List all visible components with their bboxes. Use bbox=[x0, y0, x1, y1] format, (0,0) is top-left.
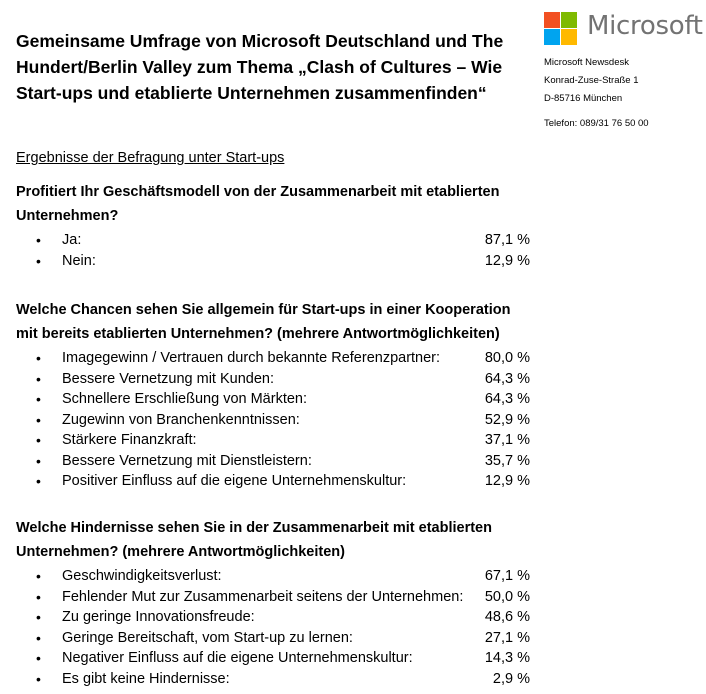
answer-value: 27,1 % bbox=[484, 629, 530, 646]
answer-label: Stärkere Finanzkraft: bbox=[62, 432, 197, 448]
microsoft-wordmark: Microsoft bbox=[587, 11, 703, 41]
answer-value: 48,6 % bbox=[484, 609, 530, 625]
answer-label: Bessere Vernetzung mit Kunden: bbox=[62, 370, 274, 387]
answer-value: 64,3 % bbox=[484, 370, 530, 387]
answer-value: 35,7 % bbox=[484, 452, 530, 469]
bullet-icon: • bbox=[36, 629, 41, 646]
answer-value: 50,0 % bbox=[484, 588, 530, 605]
bullet-icon: • bbox=[36, 370, 41, 387]
bullet-icon: • bbox=[36, 473, 41, 489]
answer-value: 14,3 % bbox=[484, 650, 530, 666]
bullet-icon: • bbox=[36, 432, 41, 448]
answer-item bbox=[16, 369, 536, 390]
answer-label: Bessere Vernetzung mit Dienstleistern: bbox=[62, 452, 312, 469]
answer-value: 87,1 % bbox=[484, 232, 530, 248]
answer-item bbox=[16, 348, 536, 369]
microsoft-logo bbox=[544, 12, 704, 44]
answer-item bbox=[16, 230, 536, 251]
answer-label: Imagegewinn / Vertrauen durch bekannte Referenzpartner: bbox=[62, 350, 441, 366]
bullet-icon: • bbox=[36, 568, 41, 584]
contact-line: Konrad-Zuse-Straße 1 bbox=[544, 75, 639, 86]
contact-phone: Telefon: 089/31 76 50 00 bbox=[544, 118, 649, 129]
answer-value: 64,3 % bbox=[484, 391, 530, 407]
logo-square-blue bbox=[544, 29, 560, 45]
answer-item bbox=[16, 430, 536, 451]
contact-line: Microsoft Newsdesk bbox=[544, 57, 629, 68]
bullet-icon: • bbox=[36, 588, 41, 605]
answer-item bbox=[16, 628, 536, 649]
answer-value: 52,9 % bbox=[484, 411, 530, 428]
document-title: Gemeinsame Umfrage von Microsoft Deutschland und The Hundert/Berlin Valley zum Thema „Clash of Cultures – Wie Start-ups und etablierte Unternehmen zusammenfinden“ bbox=[16, 31, 504, 103]
answer-item bbox=[16, 389, 536, 410]
answer-label: Nein: bbox=[62, 252, 96, 269]
answer-label: Ja: bbox=[62, 232, 82, 248]
question-block-2 bbox=[16, 298, 536, 492]
answer-value: 12,9 % bbox=[484, 252, 530, 269]
bullet-icon: • bbox=[36, 650, 41, 666]
bullet-icon: • bbox=[36, 609, 41, 625]
bullet-icon: • bbox=[36, 670, 41, 687]
answer-list bbox=[16, 348, 536, 492]
answer-label: Geringe Bereitschaft, vom Start-up zu lernen: bbox=[62, 629, 353, 646]
bullet-icon: • bbox=[36, 252, 41, 269]
bullet-icon: • bbox=[36, 232, 41, 248]
answer-item bbox=[16, 607, 536, 628]
question-text: Welche Hindernisse sehen Sie in der Zusammenarbeit mit etablierten Unternehmen? (mehrere Antwortmöglichkeiten) bbox=[16, 520, 492, 560]
answer-label: Es gibt keine Hindernisse: bbox=[62, 670, 230, 687]
logo-square-red bbox=[544, 12, 560, 28]
microsoft-windows-icon bbox=[544, 12, 577, 45]
answer-value: 80,0 % bbox=[484, 350, 530, 366]
answer-value: 67,1 % bbox=[484, 568, 530, 584]
question-block-1 bbox=[16, 180, 536, 271]
answer-value: 37,1 % bbox=[484, 432, 530, 448]
answer-label: Zu geringe Innovationsfreude: bbox=[62, 609, 255, 625]
answer-label: Fehlender Mut zur Zusammenarbeit seitens der Unternehmen: bbox=[62, 588, 464, 605]
answer-item bbox=[16, 410, 536, 431]
section-heading: Ergebnisse der Befragung unter Start-ups bbox=[16, 150, 285, 166]
answer-item bbox=[16, 587, 536, 608]
answer-label: Positiver Einfluss auf die eigene Unternehmenskultur: bbox=[62, 473, 407, 489]
answer-item bbox=[16, 451, 536, 472]
answer-label: Zugewinn von Branchenkenntnissen: bbox=[62, 411, 300, 428]
answer-item bbox=[16, 648, 536, 669]
question-text: Welche Chancen sehen Sie allgemein für Start-ups in einer Kooperation mit bereits etablierten Unternehmen? (mehrere Antwortmöglichkeiten) bbox=[16, 302, 511, 342]
contact-address bbox=[544, 54, 639, 108]
question-block-3 bbox=[16, 516, 536, 689]
answer-item bbox=[16, 669, 536, 690]
answer-list bbox=[16, 230, 536, 271]
bullet-icon: • bbox=[36, 391, 41, 407]
answer-item bbox=[16, 471, 536, 492]
answer-label: Geschwindigkeitsverlust: bbox=[62, 568, 222, 584]
answer-value: 2,9 % bbox=[492, 670, 530, 687]
logo-square-green bbox=[561, 12, 577, 28]
bullet-icon: • bbox=[36, 452, 41, 469]
bullet-icon: • bbox=[36, 411, 41, 428]
bullet-icon: • bbox=[36, 350, 41, 366]
answer-label: Negativer Einfluss auf die eigene Unternehmenskultur: bbox=[62, 650, 413, 666]
answer-item bbox=[16, 251, 536, 272]
contact-line: D-85716 München bbox=[544, 93, 623, 104]
answer-value: 12,9 % bbox=[484, 473, 530, 489]
question-text: Profitiert Ihr Geschäftsmodell von der Zusammenarbeit mit etablierten Unternehmen? bbox=[16, 184, 500, 224]
answer-label: Schnellere Erschließung von Märkten: bbox=[62, 391, 308, 407]
answer-list bbox=[16, 566, 536, 689]
answer-item bbox=[16, 566, 536, 587]
logo-square-yellow bbox=[561, 29, 577, 45]
